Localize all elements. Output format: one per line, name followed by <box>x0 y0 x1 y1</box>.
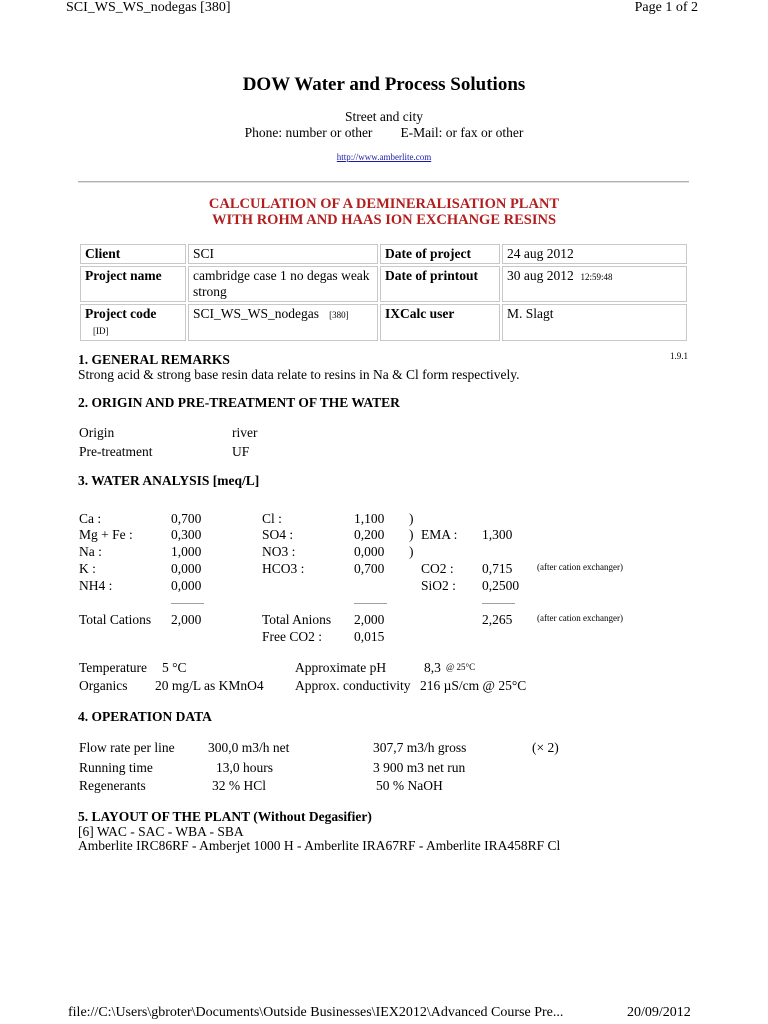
project-name-label: Project name <box>80 266 186 302</box>
project-code-label: Project code <box>85 306 157 321</box>
company-name: DOW Water and Process Solutions <box>242 74 526 95</box>
sum-divider <box>354 603 387 604</box>
company-contact <box>0 125 768 141</box>
footer-date: 20/09/2012 <box>627 1005 691 1020</box>
cation-value: 0,000 <box>171 578 202 593</box>
project-info-table <box>78 242 689 343</box>
running-time-label: Running time <box>79 760 153 775</box>
header-divider <box>78 181 689 183</box>
date-printout-label: Date of printout <box>380 266 500 302</box>
cation-label: Mg + Fe : <box>79 527 133 542</box>
anion-value: 1,100 <box>354 511 385 526</box>
regenerant-acid: 32 % HCl <box>212 778 266 793</box>
ph-value: 8,3 <box>424 660 441 675</box>
project-code-cell <box>188 304 378 341</box>
layout-line1: [6] WAC - SAC - WBA - SBA <box>78 824 244 839</box>
sum-divider <box>482 603 515 604</box>
total-after-cation-note: (after cation exchanger) <box>537 613 623 623</box>
cation-value: 0,700 <box>171 511 202 526</box>
general-remarks-text: Strong acid & strong base resin data relate to resins in Na & Cl form respectively. <box>78 367 520 382</box>
sum-divider <box>171 603 204 604</box>
project-name-value: cambridge case 1 no degas weak strong <box>188 266 378 302</box>
flow-rate-multiplier: (× 2) <box>532 740 559 755</box>
cation-value: 0,300 <box>171 527 202 542</box>
ema-value: 1,300 <box>482 527 513 542</box>
origin-label: Origin <box>79 425 115 440</box>
anion-label: SO4 : <box>262 527 294 542</box>
ph-note: @ 25°C <box>446 662 476 672</box>
client-value: SCI <box>188 244 378 264</box>
cation-value: 1,000 <box>171 544 202 559</box>
table-row <box>80 244 687 264</box>
cation-label: K : <box>79 561 96 576</box>
running-time-hours: 13,0 hours <box>216 760 273 775</box>
date-printout-cell <box>502 266 687 302</box>
page-number: Page 1 of 2 <box>634 0 698 15</box>
cation-value: 0,000 <box>171 561 202 576</box>
temperature-value: 5 °C <box>162 660 187 675</box>
company-url-link[interactable]: http://www.amberlite.com <box>336 152 432 162</box>
flow-rate-label: Flow rate per line <box>79 740 175 755</box>
temperature-label: Temperature <box>79 660 148 675</box>
anion-label: Cl : <box>262 511 282 526</box>
flow-rate-gross: 307,7 m3/h gross <box>373 740 467 755</box>
regenerant-base: 50 % NaOH <box>376 778 443 793</box>
anion-value: 0,000 <box>354 544 385 559</box>
cation-label: Na : <box>79 544 102 559</box>
anion-label: HCO3 : <box>262 561 305 576</box>
page-header-title: SCI_WS_WS_nodegas [380] <box>66 0 231 15</box>
footer-file-path: file://C:\Users\gbroter\Documents\Outside Businesses\IEX2012\Advanced Course Pre... <box>68 1005 564 1020</box>
ph-label: Approximate pH <box>295 660 387 675</box>
date-printout-value: 30 aug 2012 <box>507 268 574 283</box>
section-general-remarks-title: 1. GENERAL REMARKS <box>78 352 230 367</box>
table-row <box>80 266 687 302</box>
project-code-sub: [ID] <box>93 326 109 336</box>
calc-title-line1: CALCULATION OF A DEMINERALISATION PLANT <box>208 196 560 212</box>
anion-value: 0,200 <box>354 527 385 542</box>
table-row <box>80 304 687 341</box>
organics-value: 20 mg/L as KMnO4 <box>155 678 264 693</box>
company-email: E-Mail: or fax or other <box>400 125 524 140</box>
organics-label: Organics <box>79 678 128 693</box>
section-layout-title: 5. LAYOUT OF THE PLANT (Without Degasifier) <box>78 809 372 824</box>
bracket-mark: ) <box>409 527 414 542</box>
sio2-value: 0,2500 <box>482 578 520 593</box>
total-cations-label: Total Cations <box>79 612 152 627</box>
project-code-value: SCI_WS_WS_nodegas <box>193 306 319 321</box>
running-volume: 3 900 m3 net run <box>373 760 466 775</box>
ixcalc-user-label: IXCalc user <box>380 304 500 341</box>
conductivity-label: Approx. conductivity <box>295 678 411 693</box>
layout-line2: Amberlite IRC86RF - Amberjet 1000 H - Amberlite IRA67RF - Amberlite IRA458RF Cl <box>78 838 561 853</box>
free-co2-value: 0,015 <box>354 629 385 644</box>
company-street: Street and city <box>345 109 423 124</box>
anion-label: NO3 : <box>262 544 296 559</box>
total-anions-value: 2,000 <box>354 612 385 627</box>
cation-label: Ca : <box>79 511 102 526</box>
calc-title-line2: WITH ROHM AND HAAS ION EXCHANGE RESINS <box>211 212 557 228</box>
ixcalc-user-value: M. Slagt <box>502 304 687 341</box>
origin-value: river <box>232 425 258 440</box>
date-project-label: Date of project <box>380 244 500 264</box>
regenerants-label: Regenerants <box>79 778 146 793</box>
co2-note: (after cation exchanger) <box>537 562 623 572</box>
version-number: 1.9.1 <box>670 351 688 361</box>
sio2-label: SiO2 : <box>421 578 456 593</box>
client-label: Client <box>80 244 186 264</box>
ema-label: EMA : <box>421 527 458 542</box>
bracket-mark: ) <box>409 544 414 559</box>
company-phone: Phone: number or other <box>244 125 373 140</box>
section-origin-title: 2. ORIGIN AND PRE-TREATMENT OF THE WATER <box>78 395 400 410</box>
project-code-number: [380] <box>329 310 349 320</box>
co2-value: 0,715 <box>482 561 513 576</box>
bracket-mark: ) <box>409 511 414 526</box>
printout-time: 12:59:48 <box>580 272 613 282</box>
section-operation-title: 4. OPERATION DATA <box>78 709 212 724</box>
conductivity-value: 216 µS/cm @ 25°C <box>420 678 527 693</box>
date-project-value: 24 aug 2012 <box>502 244 687 264</box>
cation-label: NH4 : <box>79 578 113 593</box>
anion-value: 0,700 <box>354 561 385 576</box>
pretreatment-value: UF <box>232 444 250 459</box>
flow-rate-net: 300,0 m3/h net <box>208 740 290 755</box>
project-code-label-cell <box>80 304 186 341</box>
free-co2-label: Free CO2 : <box>262 629 322 644</box>
section-water-analysis-title: 3. WATER ANALYSIS [meq/L] <box>78 473 260 488</box>
total-anions-label: Total Anions <box>262 612 332 627</box>
total-cations-value: 2,000 <box>171 612 202 627</box>
pretreatment-label: Pre-treatment <box>79 444 153 459</box>
total-after-cation-value: 2,265 <box>482 612 513 627</box>
co2-label: CO2 : <box>421 561 454 576</box>
